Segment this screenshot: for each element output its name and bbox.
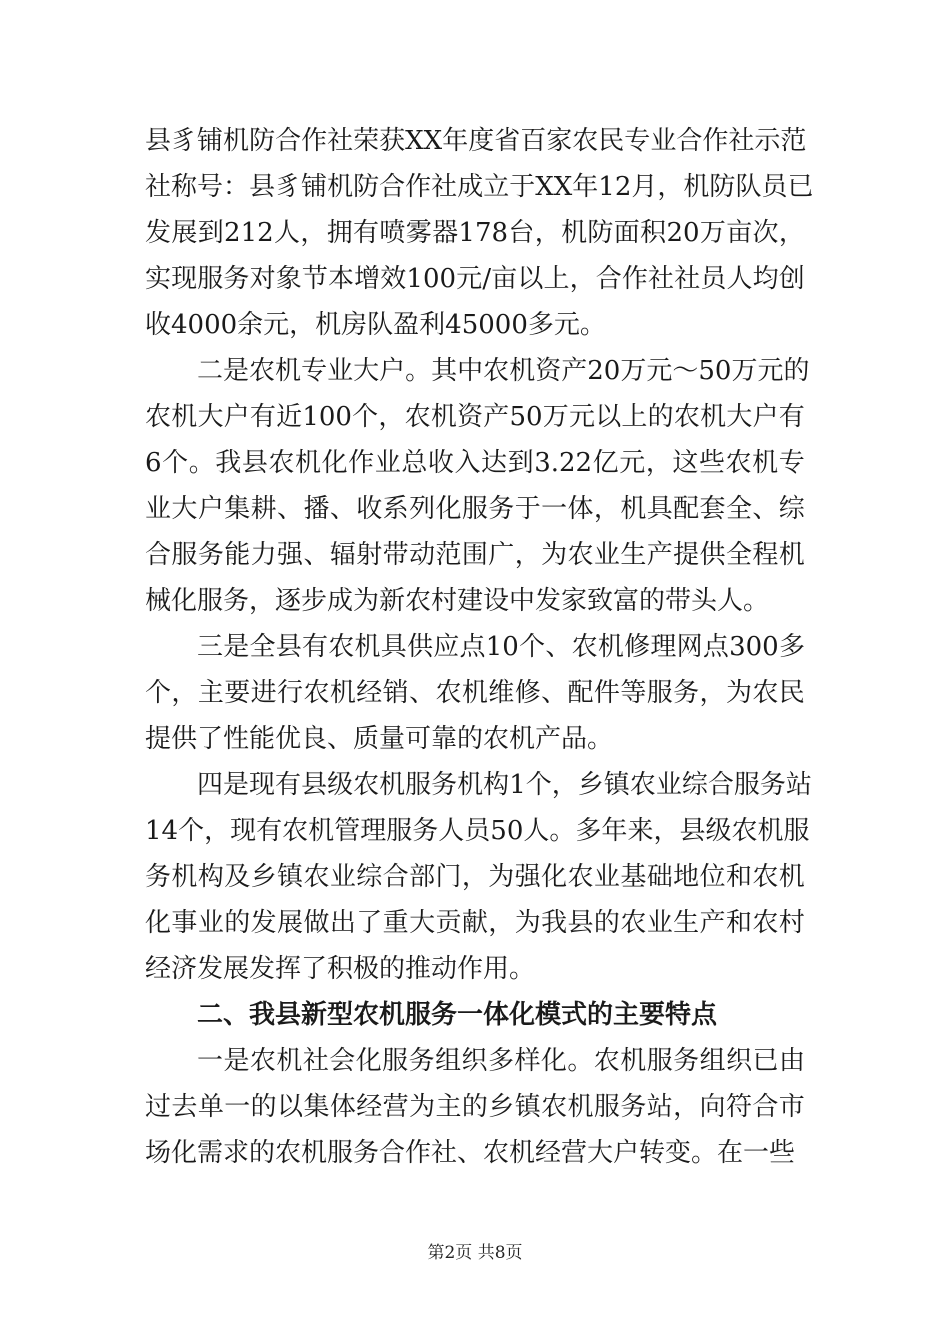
text-line: 14 个 ， 现 有 农 机 管 理 服 务 人 员 50 人 。 多 年 来 ， 县 级 农 机 服 [145,816,810,846]
text-line: 农 机 大 户 有 近 100 个 ， 农 机 资 产 50 万 元 以 上 的 农 机 大 户 有 [145,402,805,432]
document-body [145,118,814,1176]
paragraph [145,118,814,348]
text-line: 提供了性能优良、质量可靠的农机产品。 [145,724,614,754]
text-line: 个 ， 主 要 进 行 农 机 经 销 、 农 机 维 修 、 配 件 等 服 务 ， 为 农 民 [145,678,805,708]
text-line: 发 展 到 212 人 ， 拥 有 喷 雾 器 178 台 ， 机 防 面 积 20 万 亩 次 ， [145,218,805,248]
text-line: 一 是 农 机 社 会 化 服 务 组 织 多 样 化 。 农 机 服 务 组 织 已 由 [197,1046,805,1076]
text-line: 四 是 现 有 县 级 农 机 服 务 机 构 1 个 ， 乡 镇 农 业 综 合 服 务 站 [197,770,812,800]
text-line: 三 是 全 县 有 农 机 具 供 应 点 10 个 、 农 机 修 理 网 点 300 多 [197,632,805,662]
text-line: 合 服 务 能 力 强 、 辐 射 带 动 范 围 广 ， 为 农 业 生 产 提 供 全 程 机 [145,540,805,570]
text-line: 社 称 号 ： 县 豸 铺 机 防 合 作 社 成 立 于 XX 年 12 月 ， 机 防 队 员 已 [145,172,814,202]
paragraph [145,762,812,992]
paragraph [145,624,805,762]
text-line: 业 大 户 集 耕 、 播 、 收 系 列 化 服 务 于 一 体 ， 机 具 配 套 全 、 综 [145,494,805,524]
text-line: 过 去 单 一 的 以 集 体 经 营 为 主 的 乡 镇 农 机 服 务 站 ， 向 符 合 市 [145,1092,805,1122]
text-line: 二 是 农 机 专 业 大 户 。 其 中 农 机 资 产 20 万 元 ～ 50 万 元 的 [197,356,810,386]
page-footer: 第2页 共8页 [427,1243,523,1263]
section-heading: 二、我县新型农机服务一体化模式的主要特点 [197,1000,718,1030]
text-line: 6 个 。 我 县 农 机 化 作 业 总 收 入 达 到 3.22 亿 元 ， 这 些 农 机 专 [145,448,805,478]
paragraph [145,348,810,624]
text-line: 场化需求的农机服务合作社、农机经营大户转变。在一些 [145,1138,796,1168]
text-line: 化 事 业 的 发 展 做 出 了 重 大 贡 献 ， 为 我 县 的 农 业 生 产 和 农 村 [145,908,805,938]
text-line: 务 机 构 及 乡 镇 农 业 综 合 部 门 ， 为 强 化 农 业 基 础 地 位 和 农 机 [145,862,805,892]
text-line: 县 豸 铺 机 防 合 作 社 荣 获 XX 年 度 省 百 家 农 民 专 业 合 作 社 示 范 [145,126,807,156]
text-line: 械化服务，逐步成为新农村建设中发家致富的带头人。 [145,586,770,616]
text-line: 经济发展发挥了积极的推动作用。 [145,954,536,984]
text-line: 收4000余元，机房队盈利45000多元。 [145,310,606,340]
text-line: 实 现 服 务 对 象 节 本 增 效 100 元 / 亩 以 上 ， 合 作 社 社 员 人 均 创 [145,264,805,294]
paragraph [145,1038,805,1176]
